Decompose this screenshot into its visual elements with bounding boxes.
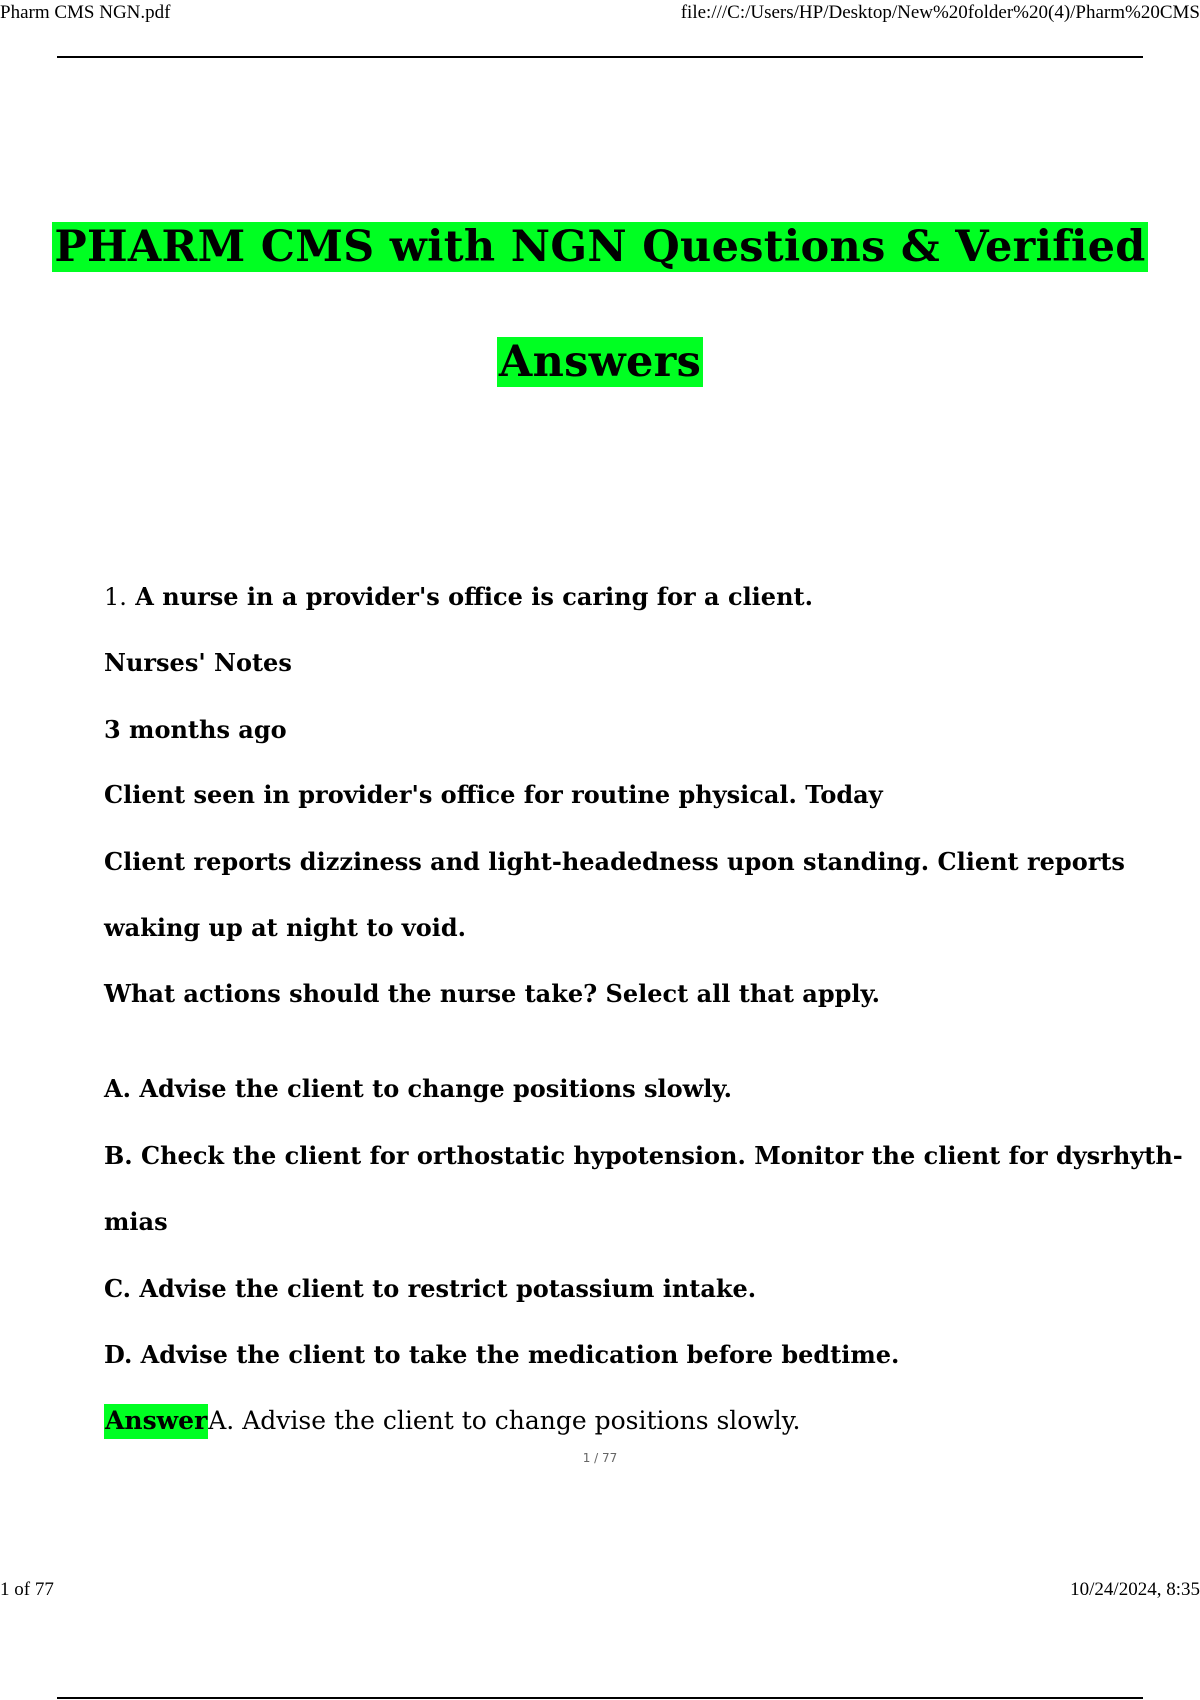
question-stem-line	[104, 582, 813, 611]
question-number: 1.	[104, 583, 127, 611]
question-prompt: What actions should the nurse take? Select all that apply.	[104, 979, 881, 1008]
answer-text: A. Advise the client to change positions slowly.	[208, 1406, 801, 1435]
print-footer-datetime: 10/24/2024, 8:35	[1070, 1579, 1200, 1600]
print-header-url: file:///C:/Users/HP/Desktop/New%20folder%20(4)/Pharm%20CMS	[680, 2, 1200, 23]
option-b-line2: mias	[104, 1207, 168, 1236]
question-stem: A nurse in a provider's office is caring for a client.	[135, 582, 813, 611]
print-footer-page-count: 1 of 77	[0, 1579, 54, 1600]
note-time-label: 3 months ago	[104, 715, 287, 744]
note-line-2: Client reports dizziness and light-headedness upon standing. Client reports	[104, 847, 1125, 876]
answer-label: Answer	[104, 1404, 208, 1439]
document-title-line2: Answers	[498, 337, 702, 387]
option-a: A. Advise the client to change positions slowly.	[104, 1074, 732, 1103]
print-header-title: Pharm CMS NGN.pdf	[0, 2, 171, 23]
document-title-line1: PHARM CMS with NGN Questions & Verified	[54, 222, 1146, 272]
nurses-notes-heading: Nurses' Notes	[104, 648, 292, 677]
header-divider	[57, 56, 1143, 58]
option-d: D. Advise the client to take the medication before bedtime.	[104, 1340, 900, 1369]
footer-divider	[57, 1697, 1143, 1699]
note-line-3: waking up at night to void.	[104, 913, 467, 942]
option-c: C. Advise the client to restrict potassium intake.	[104, 1274, 757, 1303]
option-b-line1: B. Check the client for orthostatic hypotension. Monitor the client for dysrhyth-	[104, 1141, 1183, 1170]
answer-line	[104, 1408, 801, 1433]
page-indicator: 1 / 77	[582, 1451, 618, 1465]
note-line-1: Client seen in provider's office for routine physical. Today	[104, 780, 883, 809]
document-title	[0, 190, 1200, 420]
